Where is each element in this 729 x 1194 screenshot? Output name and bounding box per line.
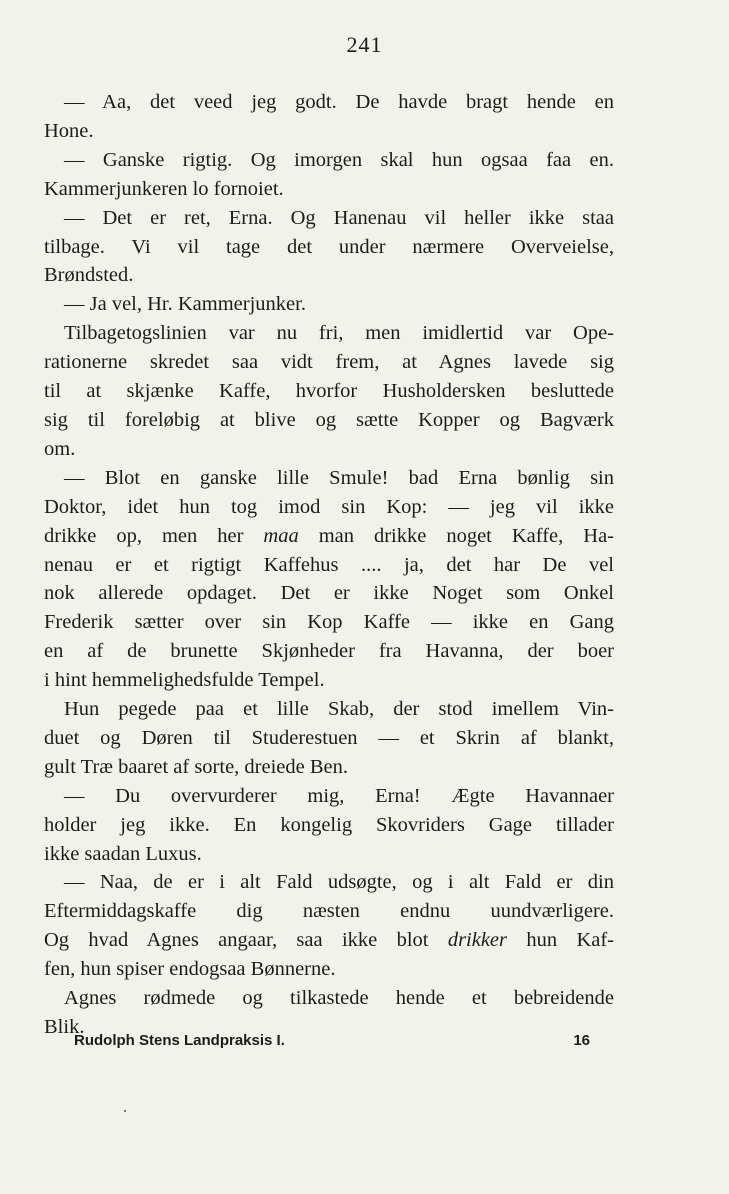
text-line: Doktor, idet hun tog imod sin Kop: — jeg vil ikke (44, 495, 614, 518)
text-line: rationerne skredet saa vidt frem, at Agnes lavede sig (44, 351, 614, 374)
text-line: holder jeg ikke. En kongelig Skovriders Gage tillader (44, 813, 614, 836)
signature-line (74, 1032, 590, 1049)
signature-title: Rudolph Stens Landpraksis I. (74, 1032, 285, 1049)
text-block (44, 88, 614, 1042)
page-number: 241 (346, 32, 383, 57)
text-line: Agnes rødmede og tilkastede hende et bebreidende (64, 987, 614, 1010)
text-line: fen, hun spiser endogsaa Bønnerne. (44, 958, 336, 981)
body-text (44, 88, 614, 1042)
text-line: Hone. (44, 119, 94, 142)
text-line: Og hvad Agnes angaar, saa ikke blot drikker hun Kaf- (44, 929, 614, 952)
text-line: — Ganske rigtig. Og imorgen skal hun ogsaa faa en. (64, 148, 614, 171)
text-line: gult Træ baaret af sorte, dreiede Ben. (44, 755, 349, 778)
text-line: Tilbagetogslinien var nu fri, men imidlertid var Ope- (64, 322, 614, 345)
text-line: Kammerjunkeren lo fornoiet. (44, 177, 284, 200)
text-line: om. (44, 437, 76, 460)
text-line: Blik. (44, 1016, 85, 1038)
text-line: Frederik sætter over sin Kop Kaffe — ikke en Gang (44, 611, 614, 634)
emphasized-word: maa (263, 524, 299, 547)
text-line: tilbage. Vi vil tage det under nærmere Overveielse, (44, 235, 614, 258)
text-line: — Naa, de er i alt Fald udsøgte, og i alt Fald er din (64, 871, 614, 894)
text-line: — Det er ret, Erna. Og Hanenau vil heller ikke staa (64, 206, 614, 229)
text-line: i hint hemmelighedsfulde Tempel. (44, 669, 325, 692)
text-line: til at skjænke Kaffe, hvorfor Husholdersken besluttede (44, 380, 614, 403)
text-line: sig til foreløbig at blive og sætte Kopper og Bagværk (44, 408, 614, 431)
text-line: Brøndsted. (44, 264, 134, 287)
text-line: drikke op, men her maa man drikke noget Kaffe, Ha- (44, 524, 614, 547)
text-line: — Aa, det veed jeg godt. De havde bragt hende en (64, 91, 614, 113)
signature-number: 16 (573, 1032, 590, 1049)
text-line: — Du overvurderer mig, Erna! Ægte Havannaer (64, 784, 614, 807)
text-line: Eftermiddagskaffe dig næsten endnu uundværligere. (44, 900, 614, 923)
emphasized-word: drikker (447, 929, 508, 952)
text-line: ikke saadan Luxus. (44, 842, 202, 865)
text-line: duet og Døren til Studerestuen — et Skrin af blankt, (44, 726, 614, 749)
text-line: en af de brunette Skjønheder fra Havanna, der boer (44, 640, 614, 663)
text-line: — Blot en ganske lille Smule! bad Erna bønlig sin (64, 466, 614, 489)
text-line: — Ja vel, Hr. Kammerjunker. (64, 293, 306, 316)
text-line: nenau er et rigtigt Kaffehus .... ja, det har De vel (44, 553, 614, 576)
text-line: Hun pegede paa et lille Skab, der stod imellem Vin- (64, 698, 614, 721)
paper-speck (124, 1110, 126, 1112)
text-line: nok allerede opdaget. Det er ikke Noget som Onkel (44, 582, 614, 605)
